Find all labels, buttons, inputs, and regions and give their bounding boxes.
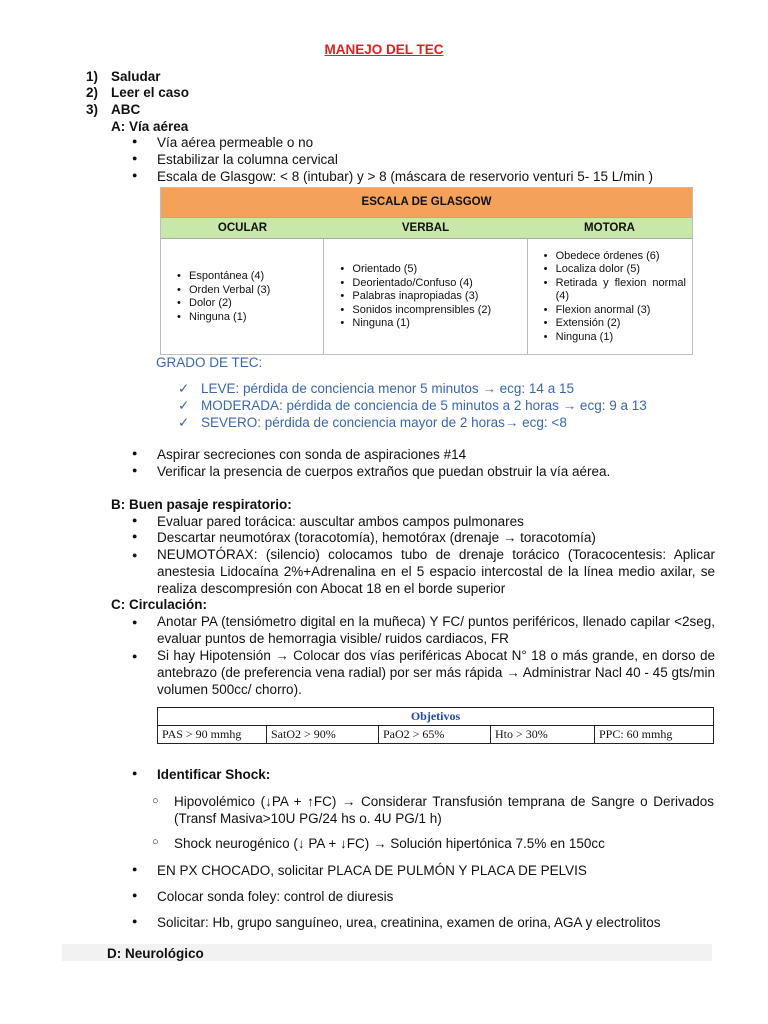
list-item: • Ninguna (1)	[189, 311, 323, 325]
list-item: • Obedece órdenes (6)	[556, 250, 686, 264]
step-label: Saludar	[111, 69, 161, 84]
list-item: ● Evaluar pared torácica: auscultar ambos campos pulmonares	[157, 514, 524, 529]
section-a-heading: A: Vía aérea	[111, 119, 189, 134]
list-item: ● Descartar neumotórax (toracotomía), hemotórax (drenaje → toracotomía)	[157, 530, 596, 545]
list-item: • Dolor (2)	[189, 297, 323, 311]
list-item: • Orden Verbal (3)	[189, 284, 323, 298]
list-item: • Espontánea (4)	[189, 270, 323, 284]
grado-item: ✓ LEVE: pérdida de conciencia menor 5 minutos → ecg: 14 a 15	[201, 381, 574, 396]
list-item: • Extensión (2)	[556, 317, 686, 331]
shock-item: ○ Shock neurogénico (↓ PA + ↓FC) → Solución hipertónica 7.5% en 150cc	[174, 836, 605, 851]
list-item: • Deorientado/Confuso (4)	[352, 277, 526, 291]
glasgow-title: ESCALA DE GLASGOW	[161, 188, 692, 217]
step-number: 3)	[86, 102, 99, 117]
list-item: • Localiza dolor (5)	[556, 263, 686, 277]
list-item: ● Vía aérea permeable o no	[157, 135, 313, 150]
list-item: • Ninguna (1)	[352, 317, 526, 331]
list-item: ● EN PX CHOCADO, solicitar PLACA DE PULMÓN Y PLACA DE PELVIS	[157, 863, 587, 878]
list-item: • Palabras inapropiadas (3)	[352, 290, 526, 304]
objetivos-table	[157, 707, 714, 744]
verbal-cell	[324, 239, 527, 355]
list-item: • Orientado (5)	[352, 263, 526, 277]
glasgow-table	[160, 187, 693, 355]
list-item: • Flexion anormal (3)	[556, 304, 686, 318]
list-item: ● Si hay Hipotensión → Colocar dos vías periféricas Abocat N° 18 o más grande, en dorso de antebrazo (de preferencia vena radial) por ser más rápida → Administrar Nacl 40 - 45 gts/min volumen 500cc/ chorro).	[157, 647, 715, 698]
step-number: 1)	[86, 69, 99, 84]
list-item: • Ninguna (1)	[556, 331, 686, 345]
list-item: ● Solicitar: Hb, grupo sanguíneo, urea, creatinina, examen de orina, AGA y electrolitos	[157, 915, 661, 930]
list-item: ● Anotar PA (tensiómetro digital en la muñeca) Y FC/ puntos periféricos, llenado capilar <2seg, evaluar puntos de hemorragia visible/ ruidos cardiacos, FR	[157, 613, 715, 647]
list-item: • Retirada y flexion normal (4)	[556, 277, 686, 304]
step-number: 2)	[86, 85, 99, 100]
shock-heading: ● Identificar Shock:	[157, 767, 270, 782]
list-item: • Sonidos incomprensibles (2)	[352, 304, 526, 318]
list-item: ● Escala de Glasgow: < 8 (intubar) y > 8 (máscara de reservorio venturi 5- 15 L/min )	[157, 169, 653, 184]
list-item: ● Aspirar secreciones con sonda de aspiraciones #14	[157, 447, 466, 462]
column-header-verbal: VERBAL	[401, 222, 450, 234]
grado-heading: GRADO DE TEC:	[156, 355, 263, 370]
page-title: MANEJO DEL TEC	[324, 42, 444, 57]
objetivo-cell: Hto > 30%	[491, 726, 595, 744]
list-item: ● Colocar sonda foley: control de diuresis	[157, 889, 393, 904]
list-item: ● Estabilizar la columna cervical	[157, 152, 338, 167]
list-item: ● Verificar la presencia de cuerpos extraños que puedan obstruir la vía aérea.	[157, 464, 610, 479]
grado-item: ✓ MODERADA: pérdida de conciencia de 5 minutos a 2 horas → ecg: 9 a 13	[201, 398, 647, 413]
ocular-cell	[161, 239, 324, 355]
step-label: ABC	[111, 102, 141, 117]
objetivo-cell: PPC: 60 mmhg	[595, 726, 714, 744]
section-b-heading: B: Buen pasaje respiratorio:	[111, 497, 292, 512]
list-item: ● NEUMOTÓRAX: (silencio) colocamos tubo de drenaje torácico (Toracocentesis: Aplicar anestesia Lidocaína 2%+Adrenalina en el 5 espacio intercostal de la línea medio axilar, se realiza descompresión con Abocat 18 en el borde superior	[157, 546, 715, 597]
shock-item: ○ Hipovolémico (↓PA + ↑FC) → Considerar Transfusión temprana de Sangre o Derivados (Transf Masiva>10U PG/24 hs o. 4U PG/1 h)	[174, 793, 714, 827]
objetivo-cell: PaO2 > 65%	[379, 726, 491, 744]
grado-item: ✓ SEVERO: pérdida de conciencia mayor de 2 horas→ ecg: <8	[201, 415, 567, 430]
column-header-motora: MOTORA	[584, 222, 635, 234]
section-c-heading: C: Circulación:	[111, 597, 208, 612]
column-header-ocular: OCULAR	[217, 222, 268, 234]
objetivo-cell: PAS > 90 mmhg	[158, 726, 267, 744]
motora-cell	[528, 239, 692, 355]
objetivos-title: Objetivos	[158, 708, 714, 726]
step-label: Leer el caso	[111, 85, 190, 100]
objetivo-cell: SatO2 > 90%	[267, 726, 379, 744]
section-d-heading: D: Neurológico	[107, 946, 204, 961]
